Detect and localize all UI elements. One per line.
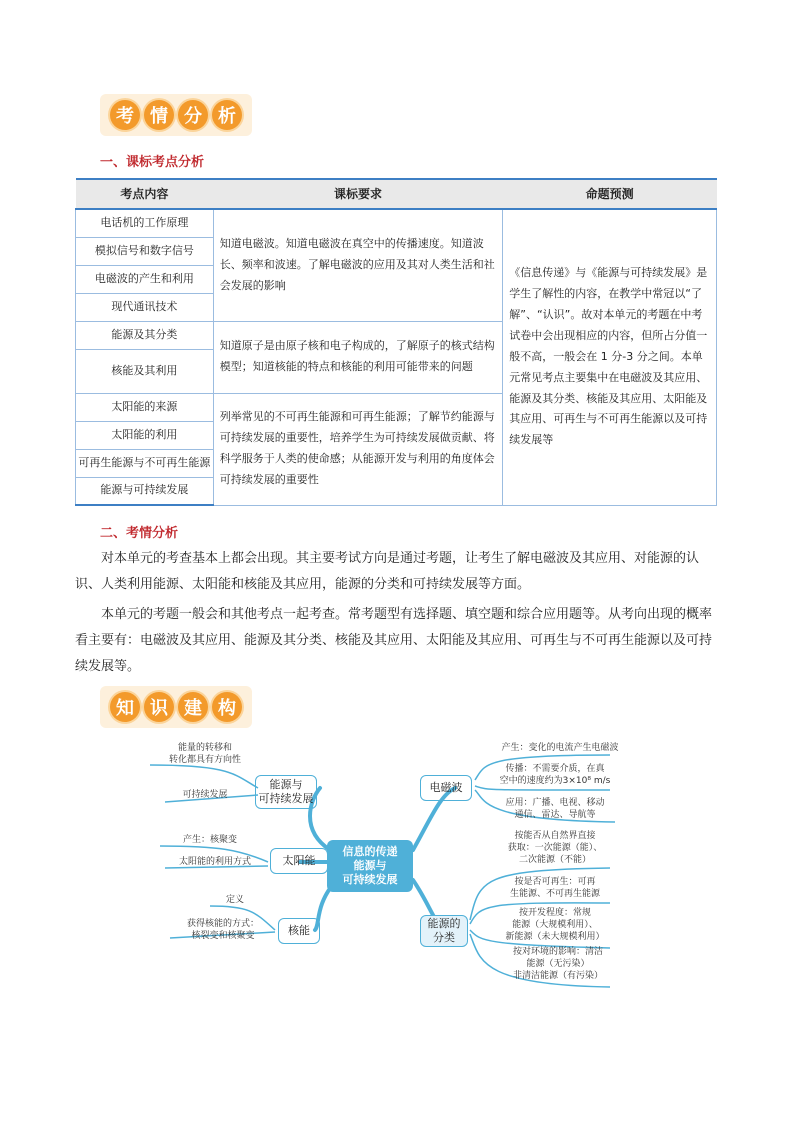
mindmap-node-solar: 太阳能 <box>270 848 328 874</box>
topic-cell: 能源及其分类 <box>76 321 214 349</box>
banner-char: 分 <box>178 100 208 130</box>
mindmap-leaf: 获得核能的方式： 核裂变和核聚变 <box>186 919 259 942</box>
mindmap-leaf: 定义 <box>225 895 244 905</box>
banner-char: 构 <box>212 692 242 722</box>
topic-cell: 电话机的工作原理 <box>76 209 214 237</box>
requirement-cell: 知道原子是由原子核和电子构成的，了解原子的核式结构模型；知道核能的特点和核能的利用可能带来的问题 <box>213 321 503 393</box>
mindmap-leaf: 应用：广播、电视、移动 通信、雷达、导航等 <box>505 798 605 821</box>
mindmap-node-classification: 能源的 分类 <box>420 915 468 947</box>
topic-cell: 现代通讯技术 <box>76 293 214 321</box>
section-title-curriculum: 一、课标考点分析 <box>100 155 205 170</box>
topic-cell: 核能及其利用 <box>76 349 214 393</box>
mindmap-node-sustain: 能源与 可持续发展 <box>255 775 317 809</box>
mindmap-leaf: 按是否可再生：可再 生能源、不可再生能源 <box>509 877 600 900</box>
header-prediction: 命题预测 <box>503 179 717 209</box>
paragraph: 本单元的考题一般会和其他考点一起考查。常考题型有选择题、填空题和综合应用题等。从考向出现的概率看主要有：电磁波及其应用、能源及其分类、核能及其应用、太阳能及其应用、可再生与不可再生能源以及可持续发展等。 <box>75 607 713 674</box>
mindmap-leaf: 产生：变化的电流产生电磁波 <box>501 743 619 753</box>
prediction-cell: 《信息传递》与《能源与可持续发展》是学生了解性的内容，在教学中常冠以“了解”、“认识”。故对本单元的考题在中考试卷中会出现相应的内容，但所占分值一般不高，一般会在 1 分-3 分之间。本单元常见考点主要集中在电磁波及其应用、能源及其分类、核能及其应用、太阳能及其应用、可再生与不可再生能源以及可持续发展等 <box>503 209 717 505</box>
topic-cell: 电磁波的产生和利用 <box>76 265 214 293</box>
topic-cell: 能源与可持续发展 <box>76 477 214 505</box>
section-title-exam: 二、考情分析 <box>100 526 179 541</box>
mindmap-leaf: 按对环境的影响：清洁 能源（无污染） 非清洁能源（有污染） <box>512 947 603 982</box>
topic-cell: 可再生能源与不可再生能源 <box>76 449 214 477</box>
banner-char: 识 <box>144 692 174 722</box>
banner-char: 知 <box>110 692 140 722</box>
topic-cell: 太阳能的来源 <box>76 393 214 421</box>
mindmap-leaf: 可持续发展 <box>182 790 228 800</box>
banner-char: 情 <box>144 100 174 130</box>
mindmap-leaf: 能量的转移和 转化都具有方向性 <box>168 743 241 766</box>
header-requirement: 课标要求 <box>213 179 503 209</box>
mindmap-leaf: 传播：不需要介质，在真 空中的速度约为3×10⁸ m/s <box>499 764 611 787</box>
requirement-cell: 列举常见的不可再生能源和可再生能源；了解节约能源与可持续发展的重要性，培养学生为可持续发展做贡献、将科学服务于人类的使命感；从能源开发与利用的角度体会可持续发展的重要性 <box>213 393 503 505</box>
mindmap-node-nuclear: 核能 <box>278 918 320 944</box>
paragraph: 对本单元的考查基本上都会出现。其主要考试方向是通过考题，让考生了解电磁波及其应用、对能源的认识、人类利用能源、太阳能和核能及其应用，能源的分类和可持续发展等方面。 <box>75 551 700 592</box>
requirement-cell: 知道电磁波。知道电磁波在真空中的传播速度。知道波长、频率和波速。了解电磁波的应用及其对人类生活和社会发展的影响 <box>213 209 503 321</box>
mindmap-leaf: 按能否从自然界直接 获取：一次能源（能）、 二次能源（不能） <box>507 831 603 866</box>
topic-cell: 模拟信号和数字信号 <box>76 237 214 265</box>
banner-char: 析 <box>212 100 242 130</box>
mindmap-center-node: 信息的传递 能源与 可持续发展 <box>327 840 413 892</box>
banner-char: 考 <box>110 100 140 130</box>
mindmap-leaf: 产生：核聚变 <box>182 835 237 845</box>
mindmap-leaf: 按开发程度：常规 能源（大规模利用）、 新能源（未大规模利用） <box>505 908 605 943</box>
topic-cell: 太阳能的利用 <box>76 421 214 449</box>
mindmap-leaf: 太阳能的利用方式 <box>178 857 251 867</box>
mindmap-node-em: 电磁波 <box>420 775 472 801</box>
header-topic: 考点内容 <box>76 179 214 209</box>
banner-char: 建 <box>178 692 208 722</box>
